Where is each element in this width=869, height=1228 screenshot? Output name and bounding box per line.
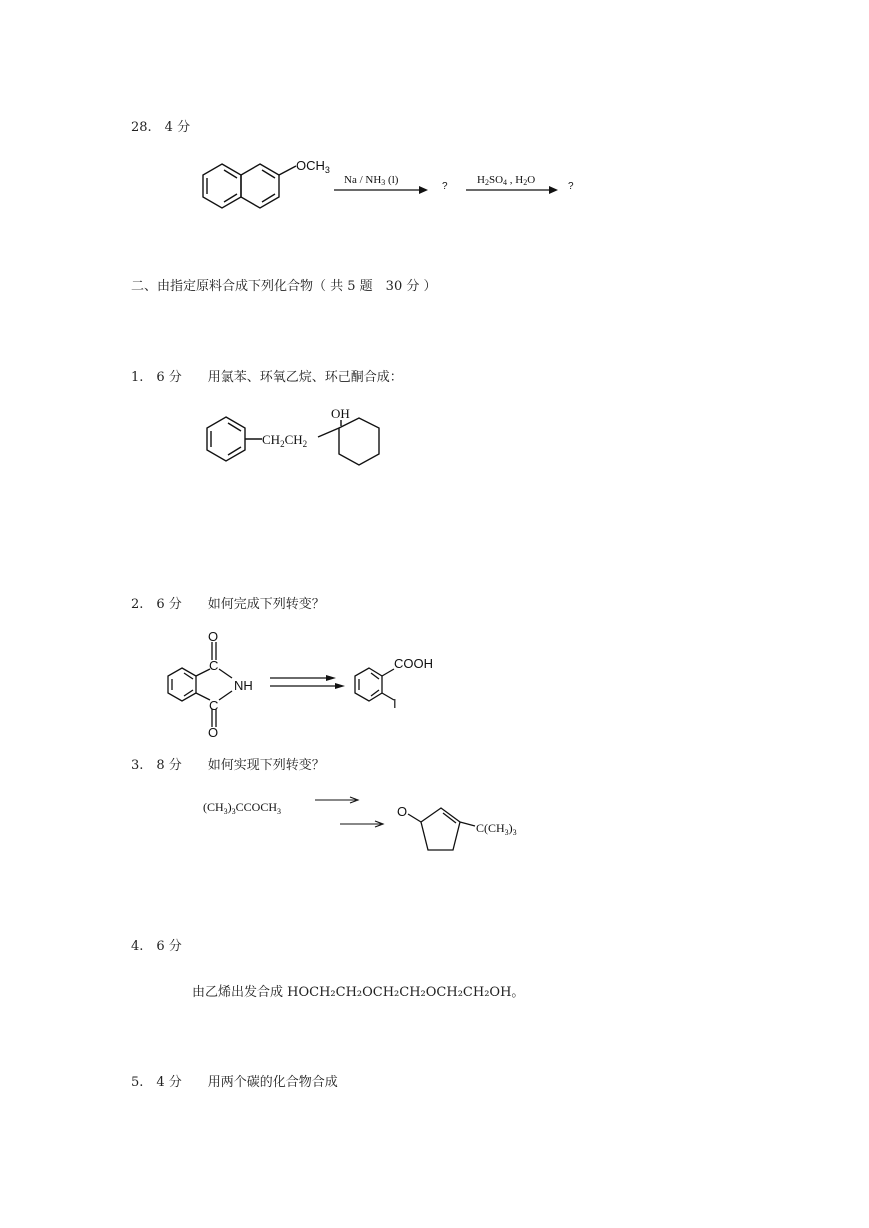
- product-2-unknown: ?: [568, 181, 574, 192]
- section-2-title: 二、由指定原料合成下列化合物（ 共 5 题 30 分 ）: [131, 279, 437, 294]
- q28-header: 28. 4 分: [131, 120, 191, 135]
- q4-text: 由乙烯出发合成 HOCH₂CH₂OCH₂CH₂OCH₂CH₂OH。: [192, 985, 525, 1000]
- q5-header: 5. 4 分 用两个碳的化合物合成: [131, 1075, 338, 1090]
- hydroxyl-label: OH: [331, 406, 350, 421]
- carbon-bottom: C: [209, 698, 219, 713]
- carboxyl-label: COOH: [394, 656, 433, 671]
- cyclopentenone-ring: [421, 808, 460, 850]
- carbonyl-o-bottom: O: [208, 725, 219, 740]
- tert-butyl-label: $C(CH_3)_3$: [476, 821, 517, 837]
- methoxy-label: $OCH_3$: [296, 158, 330, 175]
- pinacolone-label: $(CH_3)_3CCOCH_3$: [203, 800, 282, 816]
- reagent-2: H2SO4 , H2O: [477, 174, 536, 187]
- q3-header: 3. 8 分 如何实现下列转变？: [131, 758, 325, 773]
- ketone-oxygen: O: [397, 804, 408, 819]
- carbonyl-o-top: O: [208, 629, 219, 644]
- reagent-1: Na / NH3 (l): [344, 174, 399, 187]
- carbon-top: C: [209, 658, 219, 673]
- product-1-unknown: ?: [442, 181, 448, 192]
- ethylene-chain: $CH_2CH_2$: [262, 432, 308, 449]
- q4-header: 4. 6 分: [131, 939, 182, 954]
- iodo-label: I: [393, 696, 397, 711]
- imide-nh: NH: [234, 678, 253, 693]
- q2-header: 2. 6 分 如何完成下列转变？: [131, 597, 325, 612]
- q1-header: 1. 6 分 用氯苯、环氧乙烷、环己酮合成：: [131, 370, 403, 385]
